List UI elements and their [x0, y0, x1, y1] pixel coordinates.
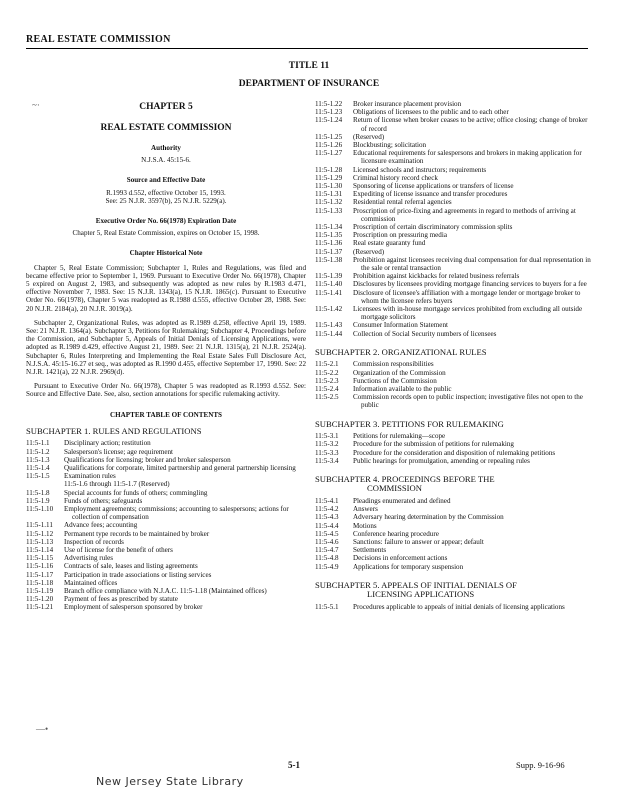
toc-entry — [315, 182, 592, 190]
subchapter-3-list — [315, 432, 592, 465]
section-title: Consumer Information Statement — [353, 321, 448, 330]
chapter-name: REAL ESTATE COMMISSION — [100, 123, 232, 133]
subchapter-4-list — [315, 497, 592, 571]
section-number: 11:5-5.1 — [315, 602, 339, 611]
section-number: 11:5-4.9 — [315, 562, 339, 571]
section-number: 11:5-4.4 — [315, 521, 339, 530]
section-title: Contracts of sale, leases and listing agreements — [64, 562, 198, 571]
section-title: Use of license for the benefit of others — [64, 546, 173, 555]
toc-entry — [315, 166, 592, 174]
section-title: Procedures applicable to appeals of initial denials of licensing applications — [353, 602, 565, 611]
authority-heading: Authority — [151, 144, 181, 152]
section-title: Special accounts for funds of others; commingling — [64, 488, 208, 497]
subchapter-1-list-continued — [315, 100, 592, 338]
toc-entry — [315, 289, 592, 305]
toc-entry — [315, 100, 592, 108]
section-number: 11:5-1.9 — [26, 496, 50, 505]
toc-entry — [315, 149, 592, 165]
section-title: 11:5-1.6 through 11:5-1.7 (Reserved) — [64, 480, 170, 489]
toc-entry — [26, 571, 306, 579]
toc-entry — [315, 449, 592, 457]
subchapter-1-heading: SUBCHAPTER 1. RULES AND REGULATIONS — [26, 425, 202, 436]
section-title: (Reserved) — [353, 247, 385, 256]
historical-note-paragraph: Chapter 5, Real Estate Commission; Subchapter 1, Rules and Regulations, was filed and became effective prior to September 1, 1969. Pursuant to Executive Order No. 66(1978), Chapter 5 expired on August 2, 1983, and subsequently was adopted as new rules by R.1983 d.471, effective November 7, 1983. See: 15 N.J.R. 1343(a), 15 N.J.R. 1865(c). Pursuant to Executive Order No. 66(1978), Chapter 5 was readopted as R.1988 d.555, effective October 28, 1988. See: 20 N.J.R. 2184(a), 20 N.J.R. 3019(a). — [26, 263, 306, 313]
section-number: 11:5-1.15 — [26, 554, 54, 563]
toc-entry — [315, 530, 592, 538]
section-number: 11:5-4.5 — [315, 529, 339, 538]
section-number: 11:5-1.42 — [315, 305, 343, 314]
library-stamp: New Jersey State Library — [96, 775, 244, 788]
section-title: Proscription on pressuring media — [353, 231, 447, 240]
exec-order-text: Chapter 5, Real Estate Commission, expires on October 15, 1998. — [72, 229, 260, 238]
toc-entry — [315, 248, 592, 256]
section-title: Commission records open to public inspection; investigative files not open to the public — [353, 393, 583, 410]
section-title: Payment of fees as prescribed by statute — [64, 595, 178, 604]
section-number: 11:5-1.18 — [26, 578, 54, 587]
toc-entry — [26, 480, 306, 488]
section-number: 11:5-1.17 — [26, 570, 54, 579]
toc-entry — [315, 522, 592, 530]
section-title: Petitions for rulemaking—scope — [353, 432, 446, 441]
toc-entry — [26, 448, 306, 456]
section-number: 11:5-1.31 — [315, 190, 343, 199]
toc-entry — [26, 587, 306, 595]
subchapter-4-heading: SUBCHAPTER 4. PROCEEDINGS BEFORE THE — [315, 473, 495, 484]
toc-entry — [315, 546, 592, 554]
section-number: 11:5-1.13 — [26, 537, 54, 546]
section-number: 11:5-1.23 — [315, 108, 343, 117]
toc-entry — [315, 141, 592, 149]
section-title: Employment agreements; commissions; accounting to salespersons; actions for collection of compensation — [64, 505, 289, 522]
section-number: 11:5-1.32 — [315, 198, 343, 207]
section-number: 11:5-1.10 — [26, 505, 54, 513]
section-title: Collection of Social Security numbers of licensees — [353, 329, 497, 338]
section-title: Residential rental referral agencies — [353, 198, 452, 207]
toc-entry — [315, 330, 592, 338]
toc-entry — [26, 521, 306, 529]
section-title: Organization of the Commission — [353, 368, 446, 377]
section-title: Obligations of licensees to the public and to each other — [353, 108, 509, 117]
toc-entry — [315, 239, 592, 247]
section-title: Licensees with in-house mortgage services prohibited from excluding all outside mortgage solicitors — [353, 305, 583, 322]
toc-entry — [26, 562, 306, 570]
section-title: Answers — [353, 505, 378, 514]
toc-entry — [315, 369, 592, 377]
section-title: Procedure for the consideration and disposition of rulemaking petitions — [353, 448, 556, 457]
section-title: Disciplinary action; restitution — [64, 439, 151, 448]
section-title: Real estate guaranty fund — [353, 239, 426, 248]
toc-entry — [26, 464, 306, 472]
historical-note-heading: Chapter Historical Note — [129, 249, 203, 258]
section-title: Applications for temporary suspension — [353, 562, 464, 571]
toc-entry — [26, 489, 306, 497]
toc-entry — [315, 321, 592, 329]
section-number: 11:5-1.20 — [26, 595, 54, 604]
section-title: Commission responsibilities — [353, 360, 434, 369]
section-number: 11:5-1.24 — [315, 116, 343, 125]
section-title: Advance fees; accounting — [64, 521, 138, 530]
section-number: 11:5-1.39 — [315, 272, 343, 281]
section-title: Disclosures by licensees providing mortgage financing services to buyers for a fee — [353, 280, 587, 289]
section-title: Decisions in enforcement actions — [353, 554, 448, 563]
section-title: Conference hearing procedure — [353, 529, 439, 538]
toc-entry — [315, 497, 592, 505]
toc-entry — [315, 505, 592, 513]
section-number: 11:5-1.4 — [26, 463, 50, 472]
section-number: 11:5-1.8 — [26, 488, 50, 497]
section-number: 11:5-1.14 — [26, 546, 54, 555]
section-title: Procedure for the submission of petitions for rulemaking — [353, 440, 514, 449]
section-number: 11:5-3.2 — [315, 440, 339, 449]
margin-mark: —• — [36, 724, 49, 734]
subchapter-4-heading-continued: COMMISSION — [367, 483, 422, 494]
toc-entry — [315, 360, 592, 368]
section-title: Advertising rules — [64, 554, 114, 563]
subchapter-3-heading: SUBCHAPTER 3. PETITIONS FOR RULEMAKING — [315, 418, 504, 429]
section-number: 11:5-1.1 — [26, 439, 50, 448]
section-number: 11:5-4.1 — [315, 496, 339, 505]
toc-entry — [26, 595, 306, 603]
toc-entry — [315, 385, 592, 393]
toc-entry — [26, 505, 306, 521]
toc-entry — [315, 554, 592, 562]
section-number: 11:5-2.3 — [315, 376, 339, 385]
exec-order-heading: Executive Order No. 66(1978) Expiration Date — [95, 217, 237, 226]
toc-entry — [315, 393, 592, 409]
toc-entry — [315, 280, 592, 288]
section-title: Examination rules — [64, 472, 116, 481]
section-number: 11:5-1.5 — [26, 472, 50, 481]
section-title: Criminal history record check — [353, 173, 438, 182]
toc-entry — [315, 133, 592, 141]
subchapter-1-list — [26, 439, 306, 611]
subchapter-2-list — [315, 360, 592, 409]
toc-entry — [315, 563, 592, 571]
section-number: 11:5-3.4 — [315, 456, 339, 465]
section-number: 11:5-1.35 — [315, 231, 343, 240]
toc-entry — [315, 174, 592, 182]
section-number: 11:5-1.2 — [26, 447, 50, 456]
toc-entry — [315, 513, 592, 521]
section-number: 11:5-1.34 — [315, 223, 343, 232]
toc-entry — [315, 272, 592, 280]
section-number: 11:5-1.43 — [315, 321, 343, 330]
toc-entry — [315, 198, 592, 206]
section-number: 11:5-3.3 — [315, 448, 339, 457]
supplement-date: Supp. 9-16-96 — [516, 760, 565, 770]
section-title: Prohibition against kickbacks for related business referrals — [353, 272, 520, 281]
section-title: Information available to the public — [353, 385, 452, 393]
section-title: Proscription of certain discriminatory commission splits — [353, 223, 513, 232]
toc-entry — [315, 432, 592, 440]
section-number: 11:5-4.2 — [315, 505, 339, 514]
section-title: Settlements — [353, 546, 387, 555]
toc-entry — [315, 440, 592, 448]
historical-note-paragraph: Pursuant to Executive Order No. 66(1978), Chapter 5 was readopted as R.1993 d.552. See: Source and Effective Date. See, also, section annotations for specific rulemaking activity. — [26, 382, 306, 399]
section-number: 11:5-3.1 — [315, 432, 339, 441]
section-title: Qualifications for licensing; broker and broker salesperson — [64, 455, 231, 464]
toc-entry — [315, 207, 592, 223]
section-number: 11:5-1.44 — [315, 329, 343, 338]
section-number: 11:5-1.33 — [315, 206, 343, 215]
section-title: Inspection of records — [64, 537, 124, 546]
section-title: Proscription of price-fixing and agreements in regard to methods of arriving at commission — [353, 206, 576, 223]
section-number: 11:5-4.8 — [315, 554, 339, 563]
section-title: Sponsoring of license applications or transfers of license — [353, 182, 514, 191]
toc-entry — [26, 456, 306, 464]
toc-entry — [315, 223, 592, 231]
section-number: 11:5-1.21 — [26, 603, 54, 612]
section-number: 11:5-1.22 — [315, 100, 343, 108]
section-number: 11:5-4.7 — [315, 546, 339, 555]
section-title: Educational requirements for salespersons and brokers in making application for licensure examination — [353, 149, 582, 166]
section-number: 11:5-1.3 — [26, 455, 50, 464]
historical-note-paragraph: Subchapter 2, Organizational Rules, was adopted as R.1989 d.258, effective April 19, 1989. See: 21 N.J.R. 1364(a). Subchapter 3, Petitions for Rulemaking; Subchapter 4, Proceedings before the Commission, and Subchapter 5, Appeals of Initial Denials of Licensing Applications, were adopted as R.1989 d.429, effective August 21, 1989. See: 21 N.J.R. 1315(a), 21 N.J.R. 2524(a). Subchapter 6, Rules Interpreting and Implementing the Real Estate Sales Full Disclosure Act, N.J.S.A. 45:15-16.27 et seq., was adopted as R.1990 d.455, effective September 17, 1990. See: 22 N.J.R. 1421(a), 22 N.J.R. 2969(d). — [26, 318, 306, 377]
authority-text: N.J.S.A. 45:15-6. — [141, 156, 191, 165]
toc-entry — [26, 497, 306, 505]
section-title: Disclosure of licensee's affiliation with a mortgage lender or mortgage broker to whom the licensee refers buyers — [353, 288, 581, 305]
section-title: Permanent type records to be maintained by broker — [64, 529, 210, 538]
toc-entry — [315, 538, 592, 546]
section-title: Employment of salesperson sponsored by broker — [64, 603, 203, 612]
toc-entry — [315, 457, 592, 465]
page-number: 5-1 — [288, 760, 300, 770]
toc-entry — [26, 546, 306, 554]
section-title: Maintained offices — [64, 578, 118, 587]
section-title: Adversary hearing determination by the Commission — [353, 513, 504, 522]
subchapter-5-heading: SUBCHAPTER 5. APPEALS OF INITIAL DENIALS OF — [315, 579, 517, 590]
toc-entry — [26, 472, 306, 480]
section-title: Salesperson's license; age requirement — [64, 447, 174, 456]
section-title: Branch office compliance with N.J.A.C. 11:5-1.18 (Maintained offices) — [64, 587, 267, 596]
right-column — [315, 100, 592, 611]
section-number: 11:5-1.36 — [315, 239, 343, 248]
toc-entry — [315, 256, 592, 272]
section-title: Public hearings for promulgation, amending or repealing rules — [353, 456, 530, 465]
section-title: (Reserved) — [353, 132, 385, 141]
section-number: 11:5-1.27 — [315, 149, 343, 158]
toc-entry — [26, 603, 306, 611]
toc-heading: CHAPTER TABLE OF CONTENTS — [109, 410, 222, 419]
subchapter-2-heading: SUBCHAPTER 2. ORGANIZATIONAL RULES — [315, 346, 487, 357]
toc-entry — [315, 603, 592, 611]
section-number: 11:5-2.2 — [315, 368, 339, 377]
toc-entry — [315, 305, 592, 321]
section-number: 11:5-2.4 — [315, 385, 339, 393]
section-number: 11:5-4.6 — [315, 537, 339, 546]
section-title: Return of license when broker ceases to be active; office closing; change of broker of record — [353, 116, 588, 133]
section-number: 11:5-1.40 — [315, 280, 343, 289]
left-column — [26, 100, 306, 612]
section-number: 11:5-1.28 — [315, 165, 343, 174]
section-number: 11:5-1.38 — [315, 255, 343, 264]
toc-entry — [315, 377, 592, 385]
toc-entry — [26, 579, 306, 587]
section-title: Sanctions: failure to answer or appear; default — [353, 537, 484, 546]
section-title: Pleadings enumerated and defined — [353, 496, 451, 505]
toc-entry — [26, 538, 306, 546]
toc-entry — [315, 231, 592, 239]
section-number: 11:5-1.11 — [26, 521, 53, 530]
source-text: R.1993 d.552, effective October 15, 1993. — [106, 188, 226, 197]
section-title: Funds of others; safeguards — [64, 496, 143, 505]
section-title: Broker insurance placement provision — [353, 100, 462, 108]
chapter-heading: CHAPTER 5 — [139, 102, 193, 112]
section-title: Licensed schools and instructors; requirements — [353, 165, 487, 174]
section-title: Motions — [353, 521, 377, 530]
section-number: 11:5-1.25 — [315, 132, 343, 141]
section-title: Expediting of license issuance and transfer procedures — [353, 190, 508, 199]
margin-mark: ~· — [32, 100, 40, 110]
title-heading: TITLE 11 — [288, 61, 330, 71]
department-heading: DEPARTMENT OF INSURANCE — [238, 79, 380, 89]
section-number: 11:5-1.26 — [315, 141, 343, 150]
section-title: Qualifications for corporate, limited partnership and general partnership licensing — [64, 463, 296, 472]
section-number: 11:5-2.1 — [315, 360, 339, 369]
section-number: 11:5-4.3 — [315, 513, 339, 522]
section-number: 11:5-1.37 — [315, 247, 343, 256]
toc-entry — [26, 530, 306, 538]
section-title: Prohibition against licensees receiving dual compensation for dual representation in the sale or rental transaction — [353, 255, 591, 273]
section-number: 11:5-1.41 — [315, 288, 343, 297]
subchapter-5-heading-continued: LICENSING APPLICATIONS — [367, 589, 475, 600]
subchapter-5-list — [315, 603, 592, 611]
section-number — [26, 480, 64, 488]
section-number: 11:5-1.30 — [315, 182, 343, 191]
toc-entry — [315, 116, 592, 132]
section-number: 11:5-1.29 — [315, 173, 343, 182]
section-title: Blockbusting; solicitation — [353, 141, 427, 150]
section-title: Functions of the Commission — [353, 376, 437, 385]
section-number: 11:5-1.12 — [26, 529, 54, 538]
header-rule — [26, 48, 588, 49]
section-number: 11:5-2.5 — [315, 393, 339, 402]
toc-entry — [315, 108, 592, 116]
section-number: 11:5-1.16 — [26, 562, 54, 571]
source-heading: Source and Effective Date — [126, 176, 206, 185]
toc-entry — [26, 439, 306, 447]
section-title: Participation in trade associations or listing services — [64, 570, 212, 579]
running-head: REAL ESTATE COMMISSION — [26, 34, 171, 45]
section-number: 11:5-1.19 — [26, 587, 54, 596]
toc-entry — [315, 190, 592, 198]
toc-entry — [26, 554, 306, 562]
source-text: See: 25 N.J.R. 3597(b), 25 N.J.R. 5229(a). — [105, 196, 227, 205]
